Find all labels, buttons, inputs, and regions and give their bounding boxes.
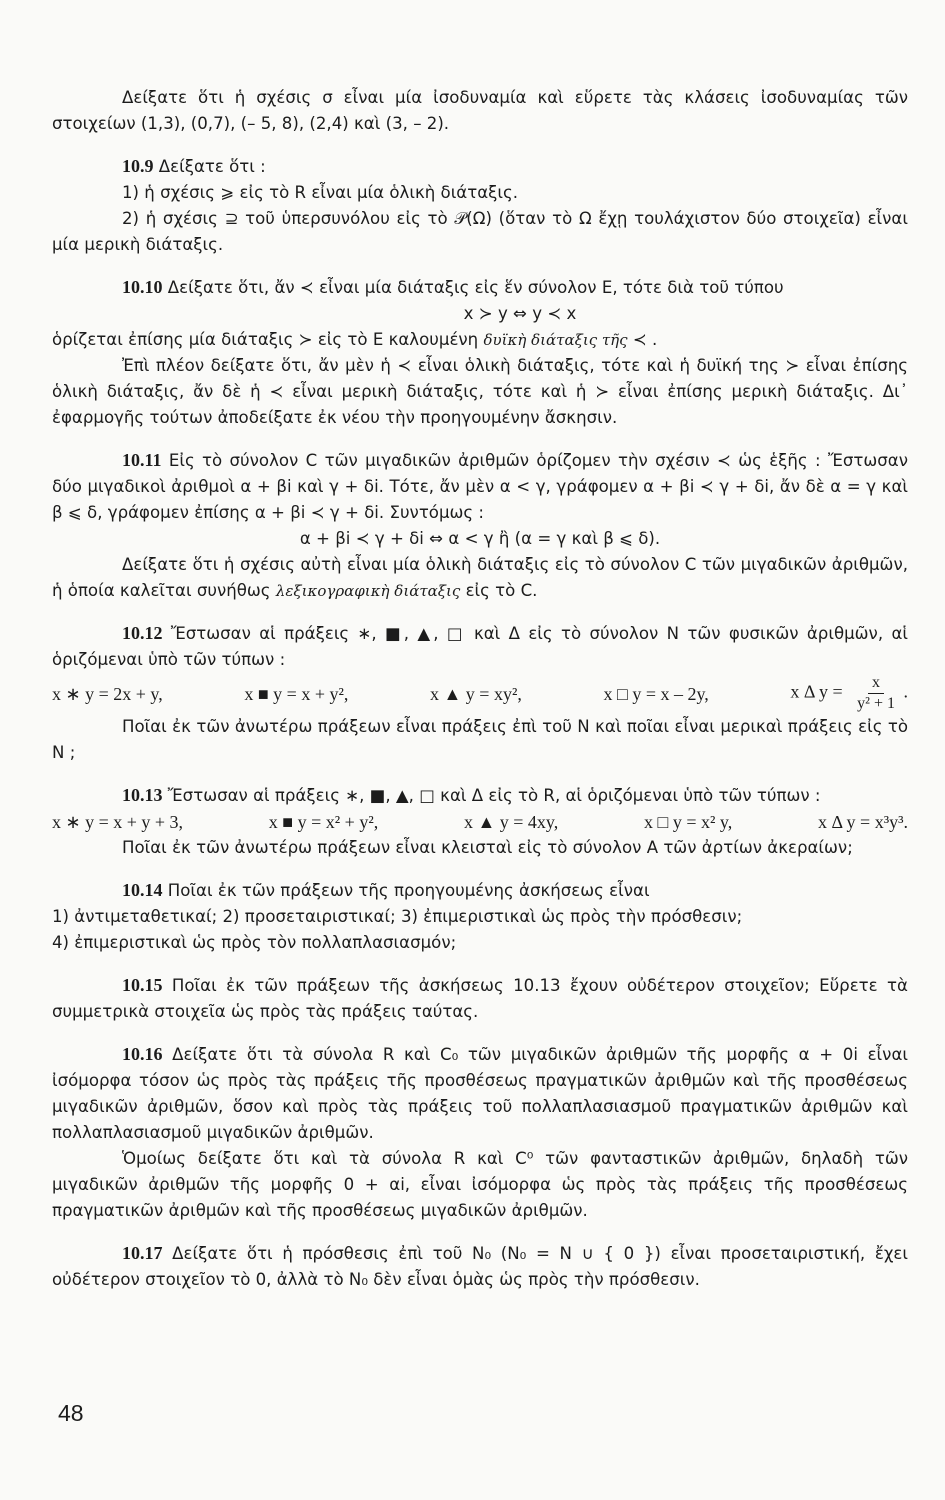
exercise-number: 10.16 — [122, 1044, 163, 1064]
exercise-text: Ἔστωσαν αἱ πράξεις ∗, ■, ▲, □ καὶ Δ εἰς τὸ R, αἱ ὁριζόμεναι ὑπὸ τῶν τύπων : — [162, 786, 821, 805]
exercise-10-12-question — [52, 714, 908, 766]
operation-formula: x ∗ y = 2x + y, — [52, 683, 163, 704]
exercise-text: Ποῖαι ἐκ τῶν ἀνωτέρω πράξεων εἶναι πράξεις ἐπὶ τοῦ N καὶ ποῖαι εἶναι μερικαὶ πράξεις εἰς τὸ N ; — [52, 717, 908, 762]
page-number: 48 — [58, 1400, 84, 1426]
exercise-number: 10.13 — [122, 785, 163, 805]
exercise-text: ὁρίζεται ἐπίσης μία διάταξις ≻ εἰς τὸ Ε καλουμένη — [52, 330, 484, 349]
operation-formula: x ∗ y = x + y + 3, — [52, 812, 184, 832]
operation-formula: x ■ y = x² + y², — [268, 812, 379, 832]
exercise-number: 10.12 — [122, 623, 163, 643]
exercise-text: Ἔστωσαν αἱ πράξεις ∗, ■, ▲, □ καὶ Δ εἰς τὸ σύνολον N τῶν φυσικῶν ἀριθμῶν, αἱ ὁριζόμεναι ὑπὸ τῶν τύπων : — [52, 624, 908, 669]
intro-text: Δείξατε ὅτι ἡ σχέσις σ εἶναι μία ἰσοδυναμία καὶ εὕρετε τὰς κλάσεις ἰσοδυναμίας τῶν στοιχείων (1,3), (0,7), (– 5, 8), (2,4) καὶ (3, – 2). — [52, 88, 908, 133]
exercise-10-9-item-2 — [52, 206, 908, 258]
exercise-10-16-continued — [52, 1146, 908, 1224]
formula-text: x ≻ y ⇔ y ≺ x — [463, 304, 577, 323]
exercise-10-10-line — [52, 327, 908, 353]
exercise-text: Δείξατε ὅτι, ἄν ≺ εἶναι μία διάταξις εἰς ἕν σύνολον Ε, τότε διὰ τοῦ τύπου — [162, 278, 784, 297]
exercise-number: 10.15 — [122, 975, 163, 995]
operations-row-10-12 — [52, 673, 908, 714]
exercise-text: Δείξατε ὅτι ἡ σχέσις αὐτὴ εἶναι μία ὁλικὴ διάταξις εἰς τὸ σύνολον C τῶν μιγαδικῶν ἀριθμῶν, ἡ ὁποία καλεῖται συνήθως — [52, 555, 908, 600]
exercise-text: Δείξατε ὅτι ἡ πρόσθεσις ἐπὶ τοῦ N₀ (N₀ = N ∪ { 0 }) εἶναι προσεταιριστική, ἔχει οὐδέτερον στοιχεῖον τὸ 0, ἀλλὰ τὸ N₀ δὲν εἶναι ὁμὰς ὡς πρὸς τὴν πρόσθεσιν. — [52, 1244, 908, 1289]
exercise-text: 1) ἀντιμεταθετικαί; 2) προσεταιριστικαί; 3) ἐπιμεριστικαὶ ὡς πρὸς τὴν πρόσθεσιν; — [52, 907, 743, 926]
exercise-text: Ποῖαι ἐκ τῶν πράξεων τῆς ἀσκήσεως 10.13 ἔχουν οὐδέτερον στοιχεῖον; Εὕρετε τὰ συμμετρικὰ στοιχεῖα ὡς πρὸς τὰς πράξεις ταύτας. — [52, 976, 908, 1021]
exercise-10-11 — [52, 447, 908, 526]
exercise-10-11-continued — [52, 552, 908, 604]
exercise-10-14-items-2 — [52, 930, 908, 956]
operation-formula: . — [898, 681, 908, 702]
operation-formula: x ▲ y = 4xy, — [463, 812, 559, 832]
exercise-10-9 — [52, 153, 908, 180]
operation-formula: x Δ y = — [790, 681, 843, 702]
operation-formula: x ■ y = x + y², — [244, 683, 349, 704]
exercise-10-13-question — [52, 835, 908, 861]
exercise-10-17 — [52, 1240, 908, 1293]
exercise-text: Ποῖαι ἐκ τῶν ἀνωτέρω πράξεων εἶναι κλεισταὶ εἰς τὸ σύνολον A τῶν ἀρτίων ἀκεραίων; — [122, 838, 853, 857]
operation-formula: x Δ y = x³y³. — [817, 812, 908, 832]
exercise-text: 2) ἡ σχέσις ⊇ τοῦ ὑπερσυνόλου εἰς τὸ 𝒫(Ω) (ὅταν τὸ Ω ἔχῃ τουλάχιστον δύο στοιχεῖα) εἶναι μία μερικὴ διάταξις. — [52, 209, 908, 254]
exercise-10-10-continued — [52, 353, 908, 431]
intro-paragraph — [52, 85, 908, 137]
exercise-text: Ποῖαι ἐκ τῶν πράξεων τῆς προηγουμένης ἀσκήσεως εἶναι — [162, 881, 650, 900]
fraction-denominator: y² + 1 — [857, 695, 895, 712]
exercise-text: Ὁμοίως δείξατε ὅτι καὶ τὰ σύνολα R καὶ C⁰ τῶν φανταστικῶν ἀριθμῶν, δηλαδὴ τῶν μιγαδικῶν ἀριθμῶν τῆς μορφῆς 0 + αi, εἶναι ἰσόμορφα ὡς πρὸς τὰς πράξεις τῆς προσθέσεως πραγματικῶν ἀριθμῶν καὶ τῆς προσθέσεως μιγαδικῶν ἀριθμῶν. — [52, 1149, 908, 1220]
operation-formula-fraction — [790, 673, 908, 714]
italic-term: δυϊκὴ διάταξις τῆς — [483, 331, 628, 349]
exercise-text: ≺ . — [627, 330, 658, 349]
exercise-number: 10.14 — [122, 880, 163, 900]
operation-formula: x ▲ y = xy², — [429, 683, 522, 704]
exercise-10-13 — [52, 782, 908, 809]
exercise-text: Δείξατε ὅτι : — [153, 157, 266, 176]
exercise-10-14-items-1 — [52, 904, 908, 930]
formula-lexicographic — [52, 526, 908, 552]
page-body — [52, 85, 908, 1293]
exercise-10-15 — [52, 972, 908, 1025]
exercise-text: Εἰς τὸ σύνολον C τῶν μιγαδικῶν ἀριθμῶν ὁρίζομεν τὴν σχέσιν ≺ ὡς ἑξῆς : Ἔστωσαν δύο μιγαδικοὶ ἀριθμοὶ α + βi καὶ γ + δi. Τότε, ἄν μὲν α < γ, γράφομεν α + βi ≺ γ + δi, ἄν δὲ α = γ καὶ β ⩽ δ, γράφομεν ἐπίσης α + βi ≺ γ + δi. Συντόμως : — [52, 451, 908, 522]
exercise-number: 10.10 — [122, 277, 163, 297]
exercise-10-9-item-1 — [52, 180, 908, 206]
exercise-10-10 — [52, 274, 908, 301]
exercise-number: 10.17 — [122, 1243, 163, 1263]
exercise-text: Ἐπὶ πλέον δείξατε ὅτι, ἄν μὲν ἡ ≺ εἶναι ὁλικὴ διάταξις, τότε καὶ ἡ δυϊκή της ≻ εἶναι ἐπίσης ὁλικὴ διάταξις, ἄν δὲ ἡ ≺ εἶναι μερικὴ διάταξις, τότε καὶ ἡ ≻ εἶναι ἐπίσης μερικὴ διάταξις. Δι᾽ ἐφαρμογῆς τούτων ἀποδείξατε ἐκ νέου τὴν προηγουμένην ἄσκησιν. — [52, 356, 908, 427]
italic-term: λεξικογραφικὴ διάταξις — [275, 582, 461, 600]
exercise-text: εἰς τὸ C. — [460, 581, 538, 600]
fraction — [853, 673, 899, 714]
fraction-numerator: x — [868, 673, 884, 694]
exercise-text: Δείξατε ὅτι τὰ σύνολα R καὶ C₀ τῶν μιγαδικῶν ἀριθμῶν τῆς μορφῆς α + 0i εἶναι ἰσόμορφα τόσον ὡς πρὸς τὰς πράξεις τῆς προσθέσεως πραγματικῶν ἀριθμῶν καὶ τῆς προσθέσεως μιγαδικῶν ἀριθμῶν, ὅσον καὶ πρὸς τὰς πράξεις τοῦ πολλαπλασιασμοῦ πραγματικῶν ἀριθμῶν καὶ πολλαπλασιασμοῦ μιγαδικῶν ἀριθμῶν. — [52, 1045, 908, 1142]
operations-row-10-13 — [52, 809, 908, 835]
exercise-number: 10.9 — [122, 156, 154, 176]
exercise-text: 4) ἐπιμεριστικαὶ ὡς πρὸς τὸν πολλαπλασιασμόν; — [52, 933, 457, 952]
operation-formula: x □ y = x² y, — [643, 812, 733, 832]
operation-formula: x □ y = x – 2y, — [603, 683, 709, 704]
exercise-10-12 — [52, 620, 908, 673]
exercise-10-14 — [52, 877, 908, 904]
exercise-text: 1) ἡ σχέσις ⩾ εἰς τὸ R εἶναι μία ὁλικὴ διάταξις. — [122, 183, 519, 202]
exercise-10-16 — [52, 1041, 908, 1146]
formula-dual-order — [52, 301, 908, 327]
formula-text: α + βi ≺ γ + δi ⇔ α < γ ἢ (α = γ καὶ β ⩽ δ). — [299, 529, 661, 548]
exercise-number: 10.11 — [122, 450, 162, 470]
